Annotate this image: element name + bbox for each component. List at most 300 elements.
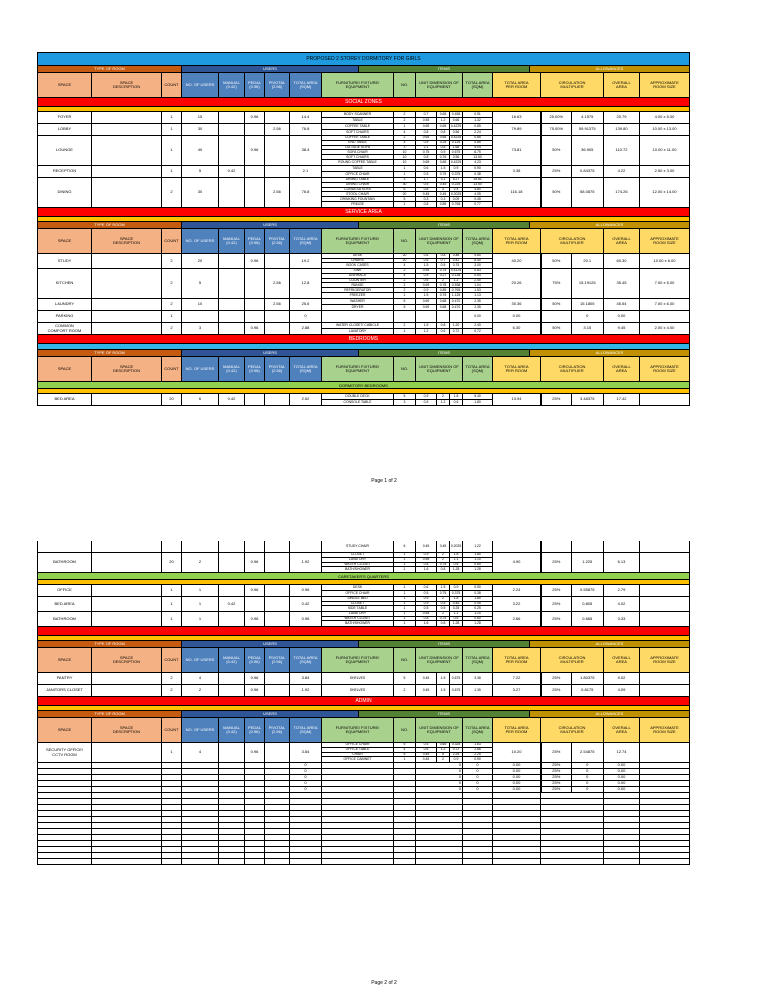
item-cell: CLOSET [322, 553, 393, 558]
item-cell: 0.9 [453, 757, 459, 761]
item-cell: STOOL CHAIR [322, 192, 393, 197]
cell-overall: 4.09 [604, 685, 640, 697]
item-cell: 3 [394, 178, 415, 183]
item-column [416, 541, 437, 552]
circulation-value: 0.805 [582, 600, 593, 606]
empty-row [37, 859, 690, 865]
item-cell: OFFICE CABINET [343, 757, 372, 761]
item-column [437, 311, 450, 322]
circulation-value: 58.0875 [580, 189, 595, 195]
table-row [37, 269, 690, 299]
cell-users: 5 [182, 269, 219, 299]
cell-desc [92, 673, 162, 685]
item-cell: ROUND COFFEE TABLE [338, 160, 377, 164]
item-cell: 2.40 [463, 323, 492, 329]
item-cell: 5 [437, 753, 449, 758]
item-column [322, 597, 394, 611]
circulation-percent: 50% [541, 254, 572, 268]
item-cell: 2 [403, 687, 406, 692]
column-header-space: SPACE [37, 229, 92, 254]
column-header-count: COUNT [162, 718, 182, 743]
table-row [37, 685, 690, 697]
item-cell: 1.1 [450, 612, 462, 617]
item-cell: 1 [403, 590, 406, 595]
caretaker-rows [37, 585, 690, 627]
item-column [437, 269, 450, 298]
item-cell: 4 [403, 129, 406, 134]
item-column [463, 685, 493, 696]
item-cell: 2.35 [474, 304, 481, 309]
cell-unit-total: 0 [463, 763, 493, 769]
item-cell: 0.72 [452, 328, 460, 333]
item-cell: SOFT CHAIRS [322, 155, 393, 160]
item-grid [322, 743, 493, 763]
item-cell: 1 [403, 293, 406, 297]
item-cell: 1.6 [423, 621, 429, 625]
item-cell: 0.45 [422, 543, 430, 548]
cell-pivotal [265, 136, 290, 166]
item-cell: 0.85 [439, 202, 447, 206]
cell-total: 3.84 [290, 743, 322, 763]
item-cell: 0.90 [463, 166, 492, 172]
item-cell: 0.45 [437, 183, 449, 188]
group-header-row [37, 222, 690, 229]
item-column [437, 166, 450, 177]
item-cell: 2 [437, 553, 449, 558]
item-cell: 0.6 [416, 259, 436, 264]
cell-users: 3 [182, 323, 219, 335]
item-cell: 4 [403, 263, 406, 267]
cell-manual [219, 323, 245, 335]
column-header-manual: MANUAL (0.42) [219, 73, 245, 98]
column-header-furniture: FURNITURE/ FIXTURE/ EQUIPMENT [322, 73, 394, 98]
column-header-row [37, 73, 690, 98]
cell-overall: 0.00 [604, 763, 640, 769]
item-column [463, 299, 493, 310]
item-cell: RANGE [322, 283, 393, 288]
item-cell: 0.9 [450, 585, 462, 591]
item-cell: 1.6 [423, 567, 429, 571]
item-column [416, 673, 437, 684]
cell-pivotal [265, 112, 290, 124]
cell-area-room: 0.00 [493, 787, 541, 793]
group-items: ITEMS [359, 641, 530, 648]
item-cell: 2 [403, 117, 406, 122]
table-row [37, 743, 690, 763]
cell-pedal: 0.96 [245, 743, 265, 763]
empty-cell [463, 859, 493, 865]
item-cell: 2.35 [463, 299, 492, 305]
cell-space: BED AREA [37, 597, 92, 612]
circulation-value: 20.1 [583, 257, 592, 263]
item-grid [322, 112, 493, 124]
cell-space [37, 541, 92, 553]
item-column [463, 136, 493, 165]
item-cell: 2.24 [474, 129, 481, 134]
cell-circulation [541, 323, 604, 335]
cell-count: 2 [162, 673, 182, 685]
item-cell: 4.05 [463, 192, 492, 197]
cell-desc [92, 166, 162, 178]
item-cell: 2 [394, 283, 415, 288]
circulation-value: 1.80375 [580, 675, 595, 681]
cell-desc [92, 743, 162, 763]
item-column [450, 254, 463, 268]
zone-admin: ADMIN [37, 697, 690, 706]
item-cell: 1 [394, 617, 415, 622]
item-cell: 20 [394, 259, 415, 264]
item-column [394, 685, 416, 696]
item-cell: 0.135 [451, 273, 461, 278]
cell-unit-total: 0 [463, 781, 493, 787]
cell-circulation [541, 166, 604, 178]
item-cell: 1.28 [474, 567, 481, 571]
cell-pedal: 0.96 [245, 585, 265, 597]
item-cell: 0.5 [437, 602, 449, 607]
cell-space: BED AREA [37, 394, 92, 406]
unit-total-zero: 0 [458, 763, 461, 768]
cell-area-room: 6.30 [493, 323, 541, 335]
item-cell: 2 [437, 279, 449, 284]
item-column [416, 299, 437, 310]
item-cell: 0.85 [463, 124, 492, 130]
cell-count: 1 [162, 597, 182, 612]
item-cell: 0.65 [437, 112, 449, 118]
item-cell: 0.6 [416, 279, 436, 284]
column-header-total: TOTAL AREA (SQM) [290, 229, 322, 254]
item-column [437, 112, 450, 123]
item-cell: 0.675 [451, 687, 461, 692]
circulation-value: 15.19125 [578, 280, 596, 286]
cell-count: 2 [162, 685, 182, 697]
item-cell: SHELVES [349, 687, 366, 692]
item-cell: CLOSET [322, 602, 393, 607]
item-cell: 0.8 [437, 146, 449, 151]
item-cell: 0.85 [463, 136, 492, 141]
column-header-approx: APPROXIMATE ROOM SIZE [640, 718, 690, 743]
column-header-furniture: FURNITURE/ FIXTURE/ EQUIPMENT [322, 648, 394, 673]
cell-desc [92, 323, 162, 335]
cell-pedal: 0.96 [245, 673, 265, 685]
column-header-total: TOTAL AREA (SQM) [290, 648, 322, 673]
item-cell: 0.25 [437, 141, 449, 146]
item-cell: 0.75 [452, 263, 460, 267]
circulation-percent: 25% [541, 743, 572, 762]
cell-circulation [541, 612, 604, 627]
bedroom-rows [37, 394, 690, 406]
item-cell: 3.00 [474, 263, 481, 267]
item-column [450, 597, 463, 611]
column-header-pedal: PEDAL (0.96) [245, 73, 265, 98]
column-header-unit-total: TOTAL AREA (SQM) [463, 357, 493, 382]
cell-circulation [541, 124, 604, 136]
item-cell: 1 [394, 597, 415, 602]
item-cell: 1.28 [474, 621, 481, 625]
item-column [450, 585, 463, 596]
cell-space: PARKING [37, 311, 92, 323]
column-header-approx: APPROXIMATE ROOM SIZE [640, 73, 690, 98]
column-header-circ: CIRCULATION MULTIPLIER [541, 229, 604, 254]
group-allowances: ALLOWANCES [530, 66, 690, 73]
column-header-no: NO. [394, 229, 416, 254]
cell-area-room: 0.00 [493, 311, 541, 323]
item-cell: 2 [394, 112, 415, 118]
cell-circulation [541, 178, 604, 208]
circulation-percent: 25% [541, 685, 572, 696]
item-cell: REFRIGERATOR [322, 288, 393, 293]
item-cell: 0.45 [422, 687, 430, 692]
cell-manual [219, 112, 245, 124]
circulation-value: 2.54875 [580, 749, 595, 755]
column-header-total: TOTAL AREA (SQM) [290, 357, 322, 382]
cell-desc [92, 311, 162, 323]
item-cell: DESK [322, 585, 393, 591]
cell-pedal: 0.96 [245, 553, 265, 573]
cell-pedal [245, 597, 265, 612]
circulation-value: 0.8175 [581, 687, 594, 693]
circulation-percent: 50% [541, 178, 572, 207]
item-cell: 0.00 [474, 313, 481, 318]
cell-desc [92, 299, 162, 311]
item-column [416, 585, 437, 596]
item-cell: 1.8 [450, 597, 462, 602]
cell-circulation [541, 299, 604, 311]
cell-overall: 6.13 [604, 553, 640, 573]
item-cell: 0.90 [463, 585, 492, 591]
circulation-value [572, 541, 603, 552]
item-cell: BATH/SHOWER [345, 567, 370, 571]
column-header-unit-total: TOTAL AREA (SQM) [463, 648, 493, 673]
cell-desc [92, 394, 162, 406]
item-cell: 1.5 [437, 166, 449, 172]
item-cell: 0.55 [422, 117, 430, 122]
cell-approx: 4.00 x 5.00 [640, 112, 690, 124]
item-cell: 2 [394, 288, 415, 293]
item-cell: 0.6 [450, 617, 462, 622]
circulation-value: 0 [586, 775, 589, 780]
item-cell: 0.48 [450, 254, 462, 259]
item-cell: 4 [394, 141, 415, 146]
circulation-value: 0 [586, 781, 589, 786]
cell-space: SECURITY OFFICE/ CCTV ROOM [37, 743, 92, 763]
item-cell: 0.4225 [450, 124, 462, 128]
cell-circulation [541, 585, 604, 597]
cell-space: STUDY [37, 254, 92, 269]
cell-overall: 139.80 [604, 124, 640, 136]
cell-total: 76.8 [290, 124, 322, 136]
column-header-unit-total: TOTAL AREA (SQM) [463, 229, 493, 254]
item-cell: 1.80 [463, 553, 492, 558]
item-column [416, 394, 437, 405]
item-column [463, 585, 493, 596]
item-cell: 0.5 [416, 274, 436, 279]
item-grid [322, 394, 493, 406]
item-cell: 0.4125 [450, 269, 462, 273]
item-cell: BOOK CASES [346, 263, 369, 267]
circulation-percent [541, 311, 572, 322]
item-cell: 0.45 [416, 753, 436, 758]
item-column [322, 541, 394, 552]
cell-pivotal: 2.56 [265, 124, 290, 136]
circulation-value: 0.55875 [580, 587, 595, 593]
item-cell: OFFICE TABLE [322, 748, 393, 753]
circulation-value: 4.1575 [581, 114, 594, 120]
circulation-percent: 50% [541, 136, 572, 165]
circulation-percent [541, 541, 572, 552]
item-cell: 0.45 [463, 197, 492, 202]
item-column [322, 685, 394, 696]
group-type-of-room: TYPE OF ROOM [37, 641, 182, 648]
item-cell: 1 [403, 606, 406, 610]
column-header-desc: SPACE DESCRIPTION [92, 73, 162, 98]
cell-space: DINING [37, 178, 92, 208]
column-header-users: NO. OF USERS [182, 73, 219, 98]
column-header-furniture: FURNITURE/ FIXTURE/ EQUIPMENT [322, 229, 394, 254]
circulation-percent: 50% [541, 323, 572, 334]
item-column [394, 269, 416, 298]
item-column [394, 612, 416, 626]
item-cell: 0.6 [450, 563, 462, 568]
cell-approx: 10.00 x 13.00 [640, 124, 690, 136]
group-type-of-room: TYPE OF ROOM [37, 350, 182, 357]
cell-pivotal: 2.56 [265, 178, 290, 208]
table-row [37, 136, 690, 166]
item-grid [322, 269, 493, 299]
item-cell: 0.3 [416, 197, 436, 202]
cell-overall: 12.74 [604, 743, 640, 763]
item-cell: 0.8 [416, 155, 436, 160]
cell-manual [219, 178, 245, 208]
zone-social: SOCIAL ZONES [37, 98, 690, 107]
item-column [394, 743, 416, 762]
table-row [37, 311, 690, 323]
item-column [416, 311, 437, 322]
cell-space: RECEPTION [37, 166, 92, 178]
item-column [437, 597, 450, 611]
cell-area-room: 3.27 [493, 685, 541, 697]
item-cell: 0.7 [416, 112, 436, 118]
column-header-manual: MANUAL (0.42) [219, 718, 245, 743]
item-column [463, 673, 493, 684]
cell-circulation [541, 112, 604, 124]
column-header-unit-dim: UNIT DIMENSION OF EQUIPMENT [416, 648, 463, 673]
continued-rows [37, 541, 690, 573]
item-grid [322, 311, 493, 323]
item-cell: OFFICE CHAIR [345, 171, 370, 176]
circulation-value: 0.84375 [580, 168, 595, 174]
item-grid [322, 299, 493, 311]
item-column [450, 323, 463, 334]
cell-total: 2.52 [290, 394, 322, 406]
item-cell: 1.2 [440, 399, 446, 404]
item-cell: 1.5 [423, 293, 429, 297]
circulation-value: 3.15 [583, 325, 592, 331]
cell-users: 10 [182, 299, 219, 311]
item-column [394, 178, 416, 207]
cell-space: LOBBY [37, 124, 92, 136]
column-header-row [37, 718, 690, 743]
item-column [322, 112, 394, 123]
item-cell: 1 [394, 553, 415, 558]
item-cell: 1 [394, 585, 415, 591]
empty-cell [394, 859, 416, 865]
group-users: USERS [182, 66, 359, 73]
item-cell: 1.10 [463, 612, 492, 617]
cell-circulation [541, 673, 604, 685]
item-cell: 3 [394, 146, 415, 151]
item-cell: WATER CLOSET [322, 563, 393, 568]
item-column [450, 673, 463, 684]
cell-overall: 4.02 [604, 597, 640, 612]
cell-count: 1 [162, 112, 182, 124]
cell-overall: 20.79 [604, 112, 640, 124]
column-header-desc: SPACE DESCRIPTION [92, 648, 162, 673]
item-column [394, 323, 416, 334]
item-column [463, 394, 493, 405]
column-header-circ: CIRCULATION MULTIPLIER [541, 73, 604, 98]
empty-cell [604, 859, 640, 865]
cell-count: 2 [162, 269, 182, 299]
cell-pedal [245, 269, 265, 299]
item-column [450, 112, 463, 123]
empty-cell [640, 859, 690, 865]
cell-pedal: 0.96 [245, 136, 265, 166]
cell-overall: 60.30 [604, 254, 640, 269]
item-cell: 0.72 [474, 328, 481, 333]
column-header-unit-dim: UNIT DIMENSION OF EQUIPMENT [416, 73, 463, 98]
item-column [416, 323, 437, 334]
item-cell: 0.470 [451, 304, 461, 309]
storage-rows [37, 673, 690, 697]
cell-pedal: 0.96 [245, 112, 265, 124]
column-header-approx: APPROXIMATE ROOM SIZE [640, 648, 690, 673]
item-cell: 0.65 [416, 136, 436, 141]
empty-cell [219, 859, 245, 865]
cell-manual [219, 673, 245, 685]
item-cell: 0.765 [451, 288, 461, 292]
column-header-count: COUNT [162, 357, 182, 382]
group-users: USERS [182, 350, 359, 357]
item-cell: 0.5 [423, 606, 429, 610]
item-cell: 5 [394, 743, 415, 748]
item-grid [322, 136, 493, 166]
item-cell: SIDE TABLE [347, 606, 368, 610]
item-cell: SINGLE BED [322, 597, 393, 602]
zero-rows [37, 763, 690, 793]
item-cell: 0.85 [463, 141, 492, 146]
column-header-pivotal: PIVOTAL (2.56) [265, 229, 290, 254]
column-header-space: SPACE [37, 718, 92, 743]
item-cell: 1 [403, 202, 406, 206]
cell-desc [92, 254, 162, 269]
cell-manual [219, 311, 245, 323]
item-cell: 0.6 [416, 748, 436, 753]
item-cell: 0.75 [437, 617, 449, 622]
item-cell: 0.85 [437, 288, 449, 293]
cell-area-room: 73.81 [493, 136, 541, 166]
cell-overall: 0.00 [604, 781, 640, 787]
item-column [416, 743, 437, 762]
item-cell: 0.6 [416, 585, 436, 591]
item-cell: 0.225 [451, 182, 461, 187]
item-cell: 0.38 [474, 590, 481, 595]
column-header-count: COUNT [162, 648, 182, 673]
column-header-pedal: PEDAL (0.96) [245, 648, 265, 673]
empty-cell [162, 859, 182, 865]
item-cell: 0.8 [437, 254, 449, 259]
cell-pedal [245, 124, 265, 136]
item-grid [322, 673, 493, 685]
